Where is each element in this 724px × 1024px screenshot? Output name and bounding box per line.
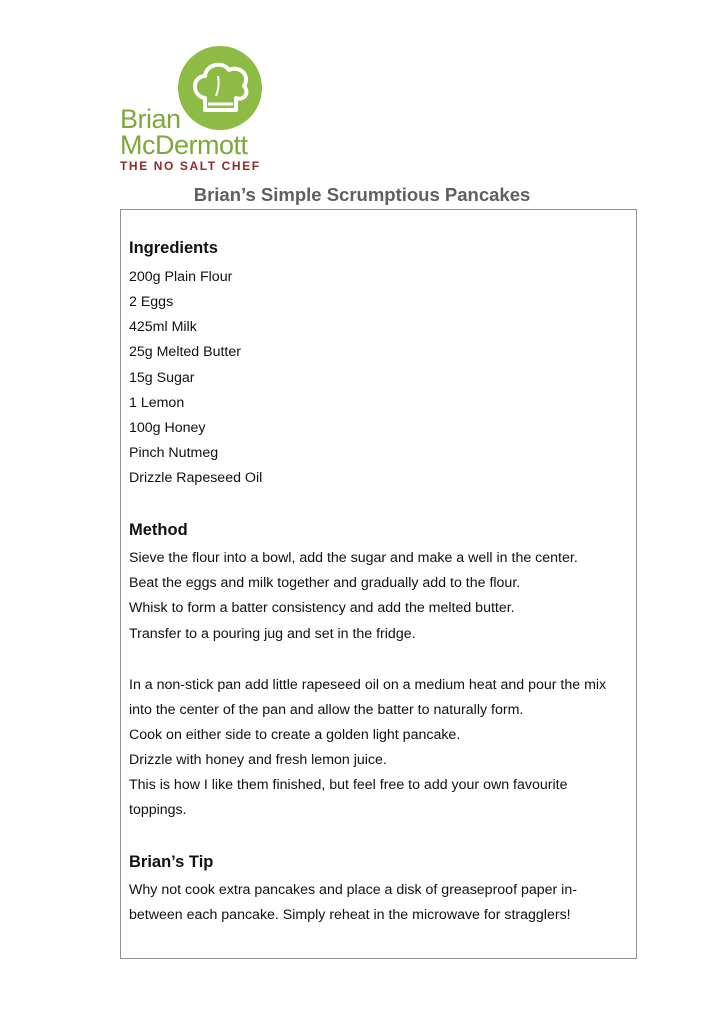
tip-line: Why not cook extra pancakes and place a disk of greaseproof paper in-	[129, 882, 577, 898]
recipe-box	[120, 209, 637, 959]
method-line: into the center of the pan and allow the batter to naturally form.	[129, 702, 524, 718]
ingredient-item: 200g Plain Flour	[129, 269, 233, 285]
method-line: Transfer to a pouring jug and set in the fridge.	[129, 626, 416, 642]
ingredient-item: 1 Lemon	[129, 395, 185, 411]
method-line: Drizzle with honey and fresh lemon juice.	[129, 752, 387, 768]
logo-name-first: Brian	[120, 104, 181, 134]
logo-circle	[178, 46, 262, 130]
method-line: Sieve the flour into a bowl, add the sugar and make a well in the center.	[129, 550, 578, 566]
ingredient-item: Drizzle Rapeseed Oil	[129, 470, 263, 486]
recipe-title: Brian’s Simple Scrumptious Pancakes	[193, 184, 531, 205]
ingredient-item: 15g Sugar	[129, 370, 195, 386]
tip-line: between each pancake. Simply reheat in the microwave for stragglers!	[129, 907, 571, 923]
method-line: Beat the eggs and milk together and gradually add to the flour.	[129, 575, 521, 591]
ingredient-item: 2 Eggs	[129, 294, 174, 310]
chef-hat-icon	[178, 46, 262, 130]
method-line: Cook on either side to create a golden light pancake.	[129, 727, 461, 743]
logo-tagline: THE NO SALT CHEF	[120, 159, 261, 173]
method-line: toppings.	[129, 802, 187, 818]
ingredient-item: 100g Honey	[129, 420, 206, 436]
method-line: This is how I like them finished, but feel free to add your own favourite	[129, 777, 568, 793]
brand-logo	[118, 44, 278, 174]
ingredient-item: 425ml Milk	[129, 319, 197, 335]
tip-heading: Brian’s Tip	[129, 853, 214, 871]
method-line: In a non-stick pan add little rapeseed oil on a medium heat and pour the mix	[129, 677, 607, 693]
ingredient-item: Pinch Nutmeg	[129, 445, 219, 461]
ingredient-item: 25g Melted Butter	[129, 344, 241, 360]
method-heading: Method	[129, 521, 188, 539]
logo-name-last: McDermott	[120, 130, 248, 160]
ingredients-heading: Ingredients	[129, 239, 218, 257]
method-line: Whisk to form a batter consistency and add the melted butter.	[129, 600, 515, 616]
